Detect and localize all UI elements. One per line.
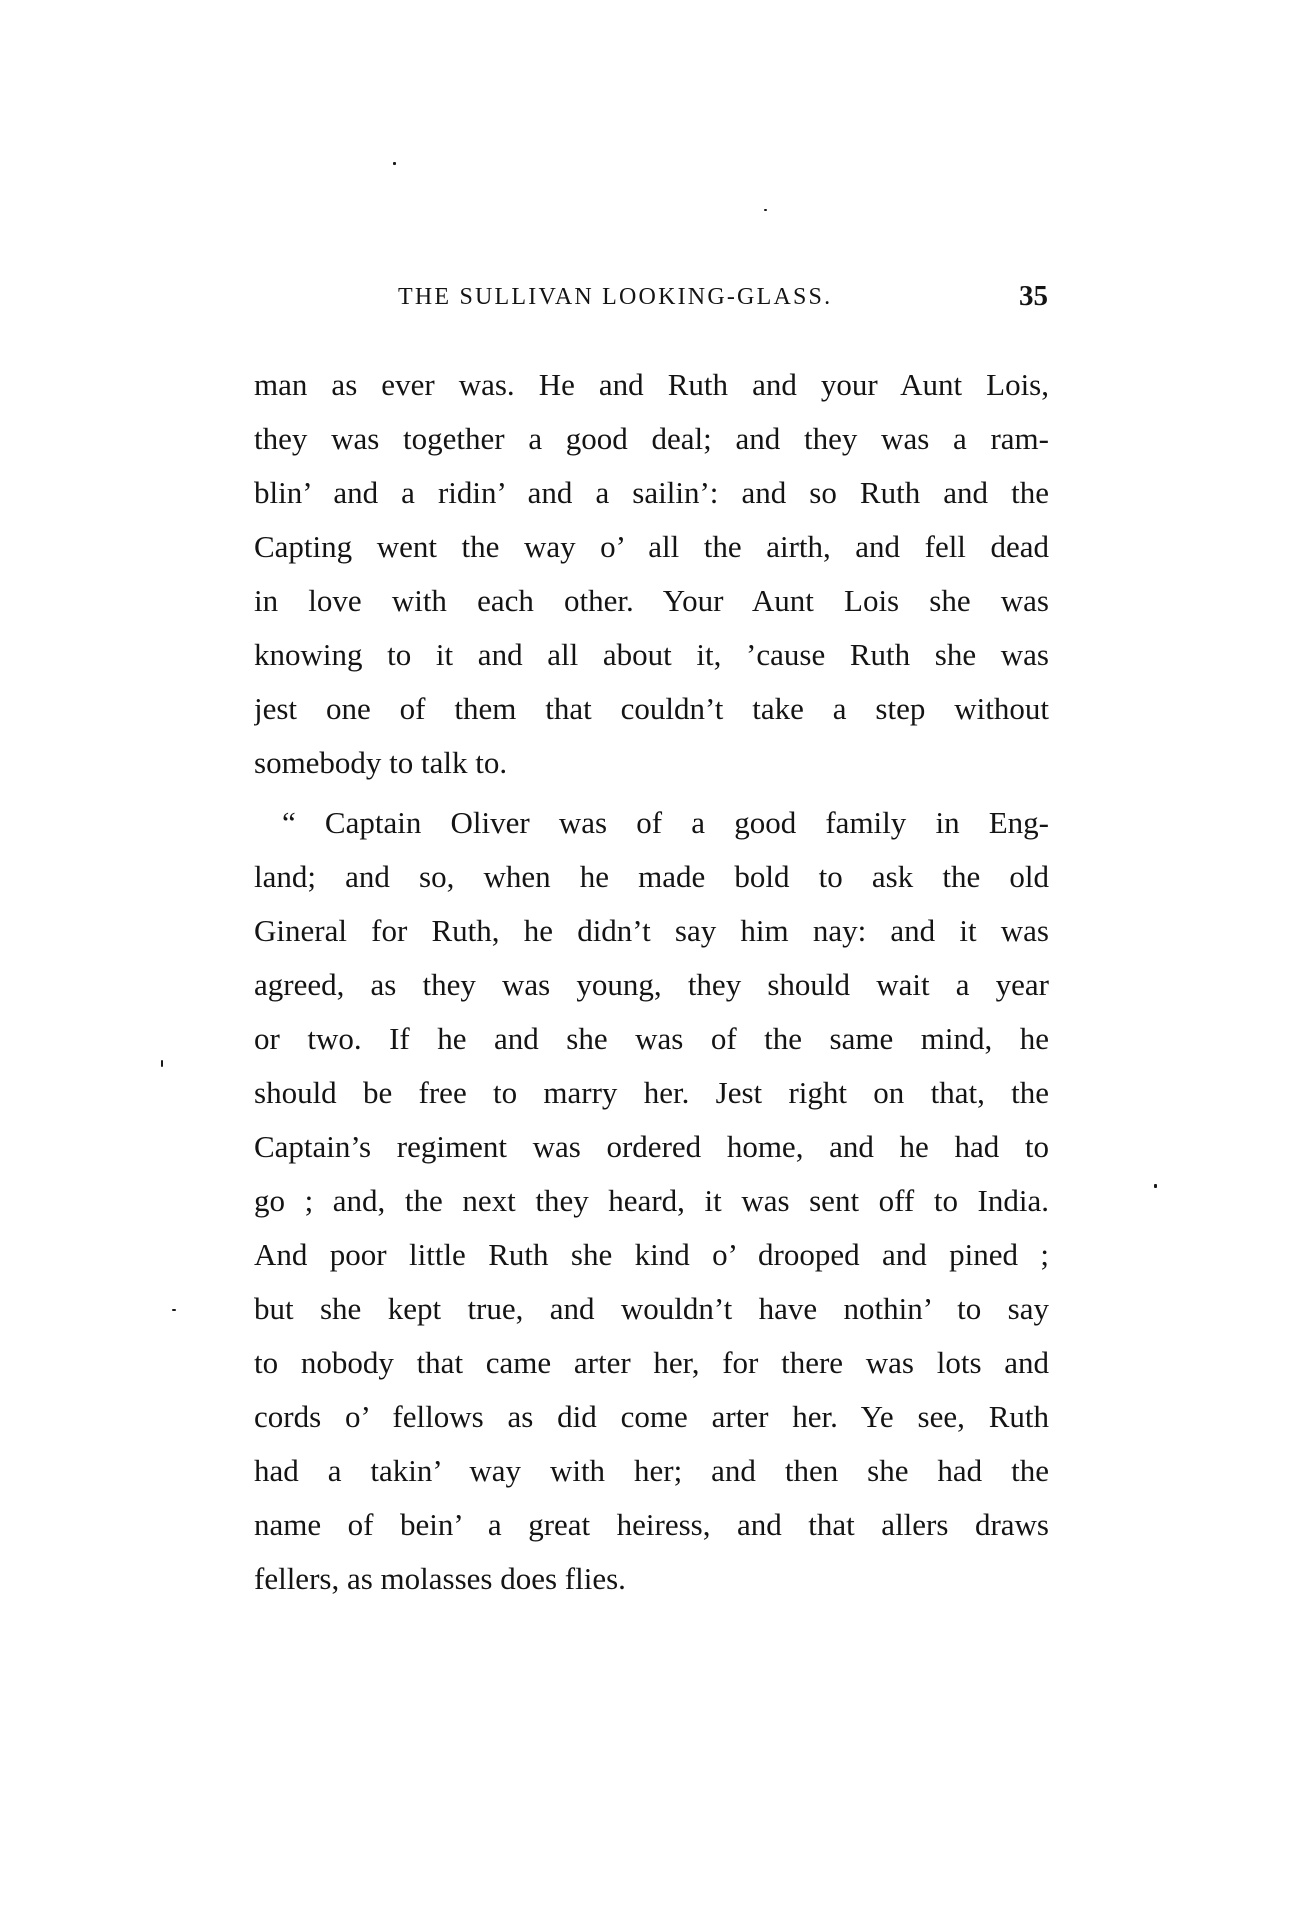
text-line: Gineral for Ruth, he didn’t say him nay: and it was xyxy=(254,913,1049,948)
running-title: THE SULLIVAN LOOKING-GLASS. xyxy=(398,284,833,310)
text-line: in love with each other. Your Aunt Lois she was xyxy=(254,583,1049,618)
text-line: “ Captain Oliver was of a good family in Eng- xyxy=(282,805,1049,840)
page-number: 35 xyxy=(1019,280,1048,312)
text-line: cords o’ fellows as did come arter her. Ye see, Ruth xyxy=(254,1399,1049,1434)
paragraph-1 xyxy=(254,358,1049,790)
text-line: they was together a good deal; and they was a ram- xyxy=(254,421,1049,456)
print-speck xyxy=(161,1060,163,1067)
body-text xyxy=(254,358,1049,1606)
text-line: name of bein’ a great heiress, and that allers draws xyxy=(254,1507,1049,1542)
print-speck xyxy=(393,162,396,165)
text-line: to nobody that came arter her, for there was lots and xyxy=(254,1345,1049,1380)
text-line: Captain’s regiment was ordered home, and he had to xyxy=(254,1129,1049,1164)
text-line: knowing to it and all about it, ’cause Ruth she was xyxy=(254,637,1049,672)
print-speck xyxy=(764,209,767,211)
print-speck xyxy=(1154,1184,1157,1188)
text-line: Capting went the way o’ all the airth, and fell dead xyxy=(254,529,1049,564)
text-line: agreed, as they was young, they should wait a year xyxy=(254,967,1049,1002)
paragraph-2 xyxy=(254,796,1049,1606)
text-line: jest one of them that couldn’t take a step without xyxy=(254,691,1049,726)
text-line: blin’ and a ridin’ and a sailin’: and so Ruth and the xyxy=(254,475,1049,510)
text-line: And poor little Ruth she kind o’ drooped and pined ; xyxy=(254,1237,1049,1272)
text-line: go ; and, the next they heard, it was sent off to India. xyxy=(254,1183,1049,1218)
text-line: somebody to talk to. xyxy=(254,745,508,780)
running-head xyxy=(398,280,1048,320)
text-line: man as ever was. He and Ruth and your Aunt Lois, xyxy=(254,367,1049,402)
text-line: had a takin’ way with her; and then she had the xyxy=(254,1453,1049,1488)
text-line: fellers, as molasses does flies. xyxy=(254,1561,626,1596)
text-line: land; and so, when he made bold to ask the old xyxy=(254,859,1049,894)
text-line: but she kept true, and wouldn’t have nothin’ to say xyxy=(254,1291,1049,1326)
text-line: should be free to marry her. Jest right on that, the xyxy=(254,1075,1049,1110)
text-line: or two. If he and she was of the same mind, he xyxy=(254,1021,1049,1056)
print-speck xyxy=(172,1309,176,1311)
